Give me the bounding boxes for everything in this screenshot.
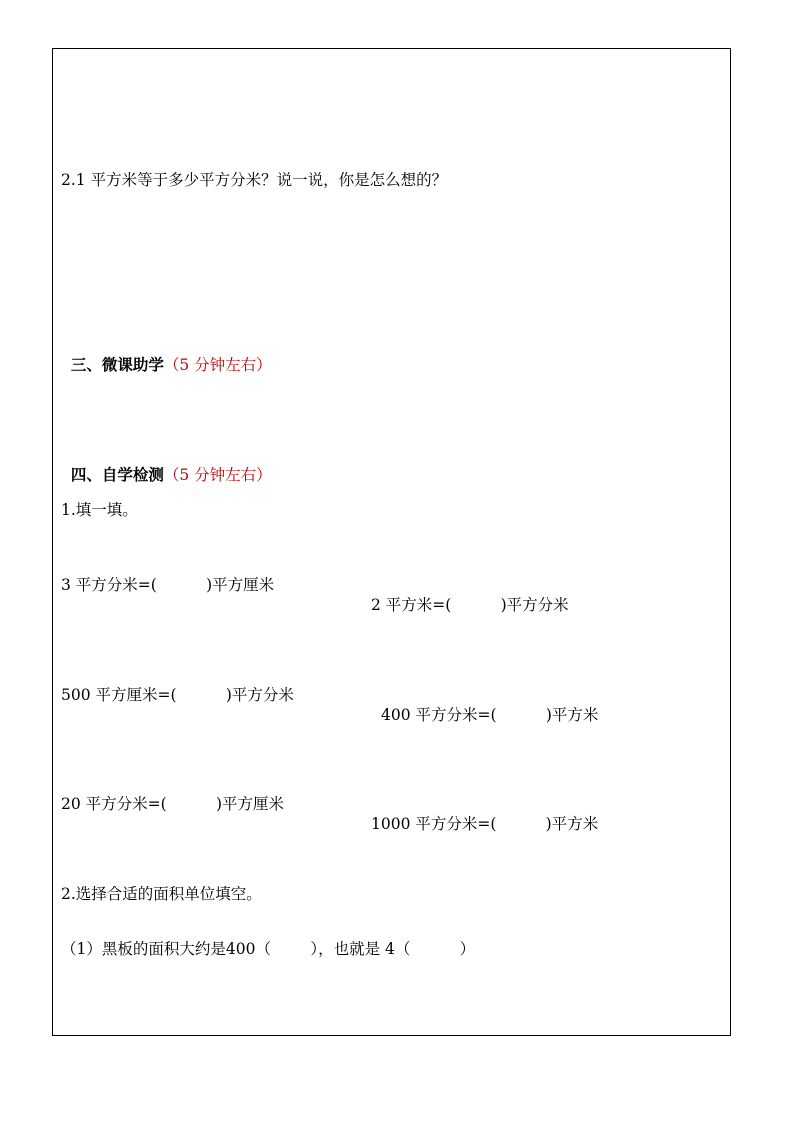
section-4-time-note: （5 分钟左右）: [163, 466, 272, 484]
fill-item: 2 平方米=( )平方分米: [371, 596, 569, 614]
fill-item: 400 平方分米=( )平方米: [381, 706, 599, 724]
section-4-title: 四、自学检测: [70, 466, 164, 484]
question-2: 2.1 平方米等于多少平方分米？说一说，你是怎么想的？: [61, 171, 448, 189]
section-3-title: 三、微课助学: [70, 356, 164, 374]
fill-item: 3 平方分米=( )平方厘米: [61, 576, 275, 594]
fill-item: 1000 平方分米=( )平方米: [371, 815, 599, 833]
fill-item: 20 平方分米=( )平方厘米: [61, 795, 285, 813]
choose-item-1: （1）黑板的面积大约是400（ ），也就是 4（ ）: [61, 940, 476, 958]
section-3-heading: [61, 335, 272, 375]
fill-row-1: [61, 555, 569, 615]
fill-in-title: 1.填一填。: [61, 501, 138, 519]
fill-row-3: [61, 774, 599, 834]
section-4-heading: [61, 445, 272, 485]
fill-row-2: [61, 665, 599, 725]
fill-item: 500 平方厘米=( )平方分米: [61, 686, 294, 704]
choose-unit-title: 2.选择合适的面积单位填空。: [61, 885, 262, 903]
section-3-time-note: （5 分钟左右）: [163, 356, 272, 374]
